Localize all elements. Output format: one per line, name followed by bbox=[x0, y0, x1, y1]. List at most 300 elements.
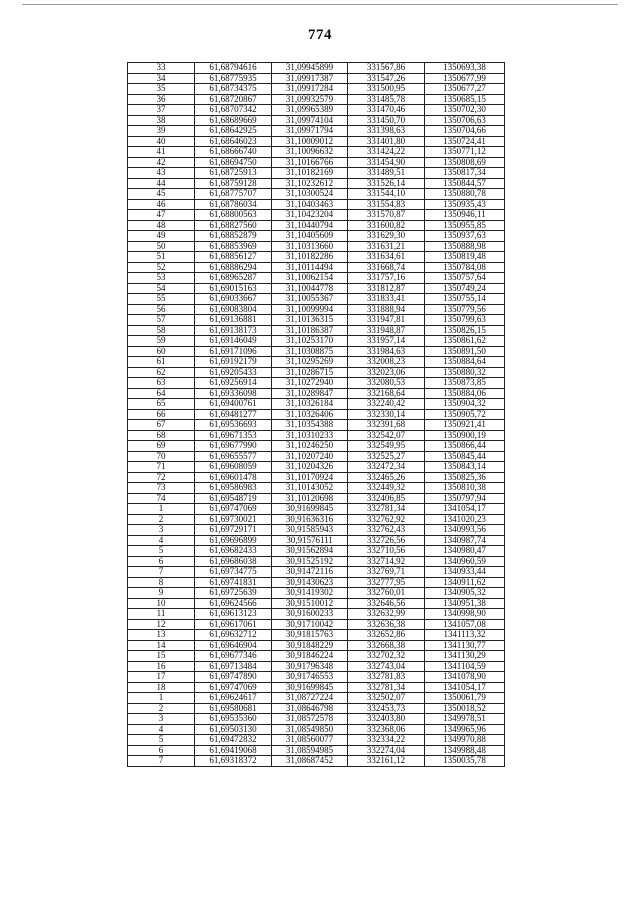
table-row bbox=[128, 714, 505, 725]
point-number-cell: 4 bbox=[128, 535, 195, 546]
longitude-cell: 31,08727224 bbox=[272, 693, 348, 704]
latitude-cell: 61,69535360 bbox=[195, 714, 272, 725]
x-coordinate-cell: 331757,16 bbox=[348, 273, 425, 284]
longitude-cell: 31,10166766 bbox=[272, 157, 348, 168]
table-row bbox=[128, 724, 505, 735]
y-coordinate-cell: 1350685,15 bbox=[425, 94, 505, 105]
point-number-cell: 44 bbox=[128, 178, 195, 189]
longitude-cell: 30,91600233 bbox=[272, 609, 348, 620]
longitude-cell: 30,91430623 bbox=[272, 577, 348, 588]
latitude-cell: 61,69033667 bbox=[195, 294, 272, 305]
y-coordinate-cell: 1350755,14 bbox=[425, 294, 505, 305]
y-coordinate-cell: 1349978,51 bbox=[425, 714, 505, 725]
point-number-cell: 67 bbox=[128, 420, 195, 431]
x-coordinate-cell: 331470,46 bbox=[348, 105, 425, 116]
latitude-cell: 61,68642925 bbox=[195, 126, 272, 137]
y-coordinate-cell: 1350946,11 bbox=[425, 210, 505, 221]
y-coordinate-cell: 1349965,96 bbox=[425, 724, 505, 735]
latitude-cell: 61,69613123 bbox=[195, 609, 272, 620]
y-coordinate-cell: 1341113,32 bbox=[425, 630, 505, 641]
y-coordinate-cell: 1341078,90 bbox=[425, 672, 505, 683]
latitude-cell: 61,68794616 bbox=[195, 63, 272, 74]
latitude-cell: 61,69015163 bbox=[195, 283, 272, 294]
longitude-cell: 31,10246250 bbox=[272, 441, 348, 452]
point-number-cell: 54 bbox=[128, 283, 195, 294]
table-row bbox=[128, 640, 505, 651]
table-row bbox=[128, 325, 505, 336]
point-number-cell: 50 bbox=[128, 241, 195, 252]
longitude-cell: 31,10326406 bbox=[272, 409, 348, 420]
y-coordinate-cell: 1350018,52 bbox=[425, 703, 505, 714]
y-coordinate-cell: 1350826,15 bbox=[425, 325, 505, 336]
point-number-cell: 61 bbox=[128, 357, 195, 368]
x-coordinate-cell: 332781,34 bbox=[348, 504, 425, 515]
latitude-cell: 61,69205433 bbox=[195, 367, 272, 378]
latitude-cell: 61,69632712 bbox=[195, 630, 272, 641]
point-number-cell: 4 bbox=[128, 724, 195, 735]
table-row bbox=[128, 693, 505, 704]
point-number-cell: 35 bbox=[128, 84, 195, 95]
latitude-cell: 61,69256914 bbox=[195, 378, 272, 389]
point-number-cell: 55 bbox=[128, 294, 195, 305]
longitude-cell: 31,10313660 bbox=[272, 241, 348, 252]
latitude-cell: 61,69580681 bbox=[195, 703, 272, 714]
y-coordinate-cell: 1350779,56 bbox=[425, 304, 505, 315]
latitude-cell: 61,69655577 bbox=[195, 451, 272, 462]
longitude-cell: 31,10062154 bbox=[272, 273, 348, 284]
page-number: 774 bbox=[308, 27, 332, 43]
point-number-cell: 1 bbox=[128, 693, 195, 704]
point-number-cell: 2 bbox=[128, 703, 195, 714]
longitude-cell: 31,10009012 bbox=[272, 136, 348, 147]
longitude-cell: 31,10253170 bbox=[272, 336, 348, 347]
x-coordinate-cell: 331500,95 bbox=[348, 84, 425, 95]
table-row bbox=[128, 231, 505, 242]
x-coordinate-cell: 331957,14 bbox=[348, 336, 425, 347]
y-coordinate-cell: 1350704,66 bbox=[425, 126, 505, 137]
table-row bbox=[128, 535, 505, 546]
top-rule bbox=[22, 4, 618, 5]
x-coordinate-cell: 331570,87 bbox=[348, 210, 425, 221]
table-row bbox=[128, 546, 505, 557]
x-coordinate-cell: 331526,14 bbox=[348, 178, 425, 189]
x-coordinate-cell: 332743,04 bbox=[348, 661, 425, 672]
latitude-cell: 61,68759128 bbox=[195, 178, 272, 189]
latitude-cell: 61,69608059 bbox=[195, 462, 272, 473]
table-row bbox=[128, 483, 505, 494]
x-coordinate-cell: 332632,99 bbox=[348, 609, 425, 620]
x-coordinate-cell: 331947,81 bbox=[348, 315, 425, 326]
longitude-cell: 31,10308875 bbox=[272, 346, 348, 357]
y-coordinate-cell: 1350888,98 bbox=[425, 241, 505, 252]
point-number-cell: 7 bbox=[128, 756, 195, 767]
point-number-cell: 62 bbox=[128, 367, 195, 378]
point-number-cell: 12 bbox=[128, 619, 195, 630]
longitude-cell: 31,10326184 bbox=[272, 399, 348, 410]
longitude-cell: 31,10300524 bbox=[272, 189, 348, 200]
longitude-cell: 31,10286715 bbox=[272, 367, 348, 378]
y-coordinate-cell: 1341054,17 bbox=[425, 504, 505, 515]
point-number-cell: 10 bbox=[128, 598, 195, 609]
y-coordinate-cell: 1350724,41 bbox=[425, 136, 505, 147]
coordinates-table-body bbox=[128, 63, 505, 767]
point-number-cell: 36 bbox=[128, 94, 195, 105]
latitude-cell: 61,68720867 bbox=[195, 94, 272, 105]
y-coordinate-cell: 1350844,57 bbox=[425, 178, 505, 189]
y-coordinate-cell: 1350808,69 bbox=[425, 157, 505, 168]
latitude-cell: 61,69730021 bbox=[195, 514, 272, 525]
x-coordinate-cell: 331668,74 bbox=[348, 262, 425, 273]
table-row bbox=[128, 189, 505, 200]
point-number-cell: 47 bbox=[128, 210, 195, 221]
point-number-cell: 6 bbox=[128, 745, 195, 756]
y-coordinate-cell: 1350061,79 bbox=[425, 693, 505, 704]
point-number-cell: 15 bbox=[128, 651, 195, 662]
table-row bbox=[128, 661, 505, 672]
longitude-cell: 31,10295269 bbox=[272, 357, 348, 368]
x-coordinate-cell: 332403,80 bbox=[348, 714, 425, 725]
point-number-cell: 42 bbox=[128, 157, 195, 168]
longitude-cell: 31,10099994 bbox=[272, 304, 348, 315]
point-number-cell: 5 bbox=[128, 735, 195, 746]
x-coordinate-cell: 331401,80 bbox=[348, 136, 425, 147]
point-number-cell: 63 bbox=[128, 378, 195, 389]
y-coordinate-cell: 1340980,47 bbox=[425, 546, 505, 557]
longitude-cell: 30,91710042 bbox=[272, 619, 348, 630]
x-coordinate-cell: 331600,82 bbox=[348, 220, 425, 231]
y-coordinate-cell: 1341054,17 bbox=[425, 682, 505, 693]
x-coordinate-cell: 331634,61 bbox=[348, 252, 425, 263]
table-row bbox=[128, 105, 505, 116]
latitude-cell: 61,69083804 bbox=[195, 304, 272, 315]
longitude-cell: 31,10272940 bbox=[272, 378, 348, 389]
table-row bbox=[128, 273, 505, 284]
longitude-cell: 30,91419302 bbox=[272, 588, 348, 599]
table-row bbox=[128, 241, 505, 252]
table-row bbox=[128, 147, 505, 158]
y-coordinate-cell: 1350884,06 bbox=[425, 388, 505, 399]
table-row bbox=[128, 126, 505, 137]
x-coordinate-cell: 332652,86 bbox=[348, 630, 425, 641]
x-coordinate-cell: 332080,53 bbox=[348, 378, 425, 389]
table-row bbox=[128, 735, 505, 746]
x-coordinate-cell: 332368,06 bbox=[348, 724, 425, 735]
longitude-cell: 30,91525192 bbox=[272, 556, 348, 567]
x-coordinate-cell: 332702,32 bbox=[348, 651, 425, 662]
table-row bbox=[128, 630, 505, 641]
latitude-cell: 61,69686038 bbox=[195, 556, 272, 567]
x-coordinate-cell: 332760,01 bbox=[348, 588, 425, 599]
latitude-cell: 61,69671353 bbox=[195, 430, 272, 441]
x-coordinate-cell: 332781,34 bbox=[348, 682, 425, 693]
point-number-cell: 13 bbox=[128, 630, 195, 641]
y-coordinate-cell: 1350677,27 bbox=[425, 84, 505, 95]
latitude-cell: 61,68800563 bbox=[195, 210, 272, 221]
point-number-cell: 71 bbox=[128, 462, 195, 473]
latitude-cell: 61,69696899 bbox=[195, 535, 272, 546]
y-coordinate-cell: 1350937,63 bbox=[425, 231, 505, 242]
point-number-cell: 40 bbox=[128, 136, 195, 147]
table-row bbox=[128, 168, 505, 179]
y-coordinate-cell: 1350935,43 bbox=[425, 199, 505, 210]
latitude-cell: 61,69136881 bbox=[195, 315, 272, 326]
y-coordinate-cell: 1340951,38 bbox=[425, 598, 505, 609]
point-number-cell: 6 bbox=[128, 556, 195, 567]
x-coordinate-cell: 332549,95 bbox=[348, 441, 425, 452]
x-coordinate-cell: 331489,51 bbox=[348, 168, 425, 179]
point-number-cell: 56 bbox=[128, 304, 195, 315]
point-number-cell: 8 bbox=[128, 577, 195, 588]
point-number-cell: 60 bbox=[128, 346, 195, 357]
x-coordinate-cell: 331544,10 bbox=[348, 189, 425, 200]
x-coordinate-cell: 331398,63 bbox=[348, 126, 425, 137]
x-coordinate-cell: 332274,04 bbox=[348, 745, 425, 756]
y-coordinate-cell: 1350797,94 bbox=[425, 493, 505, 504]
longitude-cell: 31,09917284 bbox=[272, 84, 348, 95]
x-coordinate-cell: 332406,85 bbox=[348, 493, 425, 504]
point-number-cell: 14 bbox=[128, 640, 195, 651]
y-coordinate-cell: 1350904,32 bbox=[425, 399, 505, 410]
longitude-cell: 31,10310233 bbox=[272, 430, 348, 441]
latitude-cell: 61,69138173 bbox=[195, 325, 272, 336]
x-coordinate-cell: 331631,21 bbox=[348, 241, 425, 252]
x-coordinate-cell: 332502,07 bbox=[348, 693, 425, 704]
point-number-cell: 5 bbox=[128, 546, 195, 557]
y-coordinate-cell: 1350873,85 bbox=[425, 378, 505, 389]
point-number-cell: 66 bbox=[128, 409, 195, 420]
latitude-cell: 61,69624566 bbox=[195, 598, 272, 609]
y-coordinate-cell: 1340993,56 bbox=[425, 525, 505, 536]
table-row bbox=[128, 336, 505, 347]
longitude-cell: 31,10440794 bbox=[272, 220, 348, 231]
latitude-cell: 61,68694750 bbox=[195, 157, 272, 168]
latitude-cell: 61,69400761 bbox=[195, 399, 272, 410]
table-row bbox=[128, 388, 505, 399]
longitude-cell: 31,08560077 bbox=[272, 735, 348, 746]
x-coordinate-cell: 332668,38 bbox=[348, 640, 425, 651]
table-row bbox=[128, 178, 505, 189]
table-row bbox=[128, 525, 505, 536]
y-coordinate-cell: 1349970,88 bbox=[425, 735, 505, 746]
table-row bbox=[128, 304, 505, 315]
y-coordinate-cell: 1350757,64 bbox=[425, 273, 505, 284]
latitude-cell: 61,69624617 bbox=[195, 693, 272, 704]
y-coordinate-cell: 1341130,77 bbox=[425, 640, 505, 651]
point-number-cell: 17 bbox=[128, 672, 195, 683]
longitude-cell: 30,91846224 bbox=[272, 651, 348, 662]
x-coordinate-cell: 332472,34 bbox=[348, 462, 425, 473]
x-coordinate-cell: 332453,73 bbox=[348, 703, 425, 714]
point-number-cell: 43 bbox=[128, 168, 195, 179]
x-coordinate-cell: 331554,83 bbox=[348, 199, 425, 210]
latitude-cell: 61,68666740 bbox=[195, 147, 272, 158]
longitude-cell: 31,10055367 bbox=[272, 294, 348, 305]
y-coordinate-cell: 1350955,85 bbox=[425, 220, 505, 231]
table-row bbox=[128, 441, 505, 452]
table-row bbox=[128, 220, 505, 231]
longitude-cell: 31,09971794 bbox=[272, 126, 348, 137]
x-coordinate-cell: 332161,12 bbox=[348, 756, 425, 767]
latitude-cell: 61,69677346 bbox=[195, 651, 272, 662]
x-coordinate-cell: 331567,86 bbox=[348, 63, 425, 74]
point-number-cell: 59 bbox=[128, 336, 195, 347]
table-row bbox=[128, 378, 505, 389]
y-coordinate-cell: 1340933,44 bbox=[425, 567, 505, 578]
table-row bbox=[128, 504, 505, 515]
longitude-cell: 30,91510012 bbox=[272, 598, 348, 609]
table-row bbox=[128, 556, 505, 567]
point-number-cell: 41 bbox=[128, 147, 195, 158]
y-coordinate-cell: 1350799,63 bbox=[425, 315, 505, 326]
latitude-cell: 61,68965287 bbox=[195, 273, 272, 284]
table-row bbox=[128, 430, 505, 441]
longitude-cell: 31,10044778 bbox=[272, 283, 348, 294]
table-row bbox=[128, 409, 505, 420]
y-coordinate-cell: 1341020,23 bbox=[425, 514, 505, 525]
coordinates-table bbox=[127, 62, 505, 767]
x-coordinate-cell: 331485,78 bbox=[348, 94, 425, 105]
table-row bbox=[128, 283, 505, 294]
x-coordinate-cell: 332008,23 bbox=[348, 357, 425, 368]
latitude-cell: 61,69146049 bbox=[195, 336, 272, 347]
y-coordinate-cell: 1340911,62 bbox=[425, 577, 505, 588]
table-row bbox=[128, 315, 505, 326]
y-coordinate-cell: 1350880,32 bbox=[425, 367, 505, 378]
y-coordinate-cell: 1350861,62 bbox=[425, 336, 505, 347]
latitude-cell: 61,69682433 bbox=[195, 546, 272, 557]
latitude-cell: 61,69472832 bbox=[195, 735, 272, 746]
table-row bbox=[128, 462, 505, 473]
y-coordinate-cell: 1350884,64 bbox=[425, 357, 505, 368]
x-coordinate-cell: 332334,22 bbox=[348, 735, 425, 746]
y-coordinate-cell: 1341057,08 bbox=[425, 619, 505, 630]
x-coordinate-cell: 332449,32 bbox=[348, 483, 425, 494]
table-row bbox=[128, 588, 505, 599]
x-coordinate-cell: 331424,22 bbox=[348, 147, 425, 158]
table-row bbox=[128, 609, 505, 620]
point-number-cell: 33 bbox=[128, 63, 195, 74]
table-row bbox=[128, 577, 505, 588]
point-number-cell: 9 bbox=[128, 588, 195, 599]
point-number-cell: 70 bbox=[128, 451, 195, 462]
table-row bbox=[128, 493, 505, 504]
x-coordinate-cell: 331547,26 bbox=[348, 73, 425, 84]
y-coordinate-cell: 1340987,74 bbox=[425, 535, 505, 546]
latitude-cell: 61,69725639 bbox=[195, 588, 272, 599]
longitude-cell: 31,10114494 bbox=[272, 262, 348, 273]
y-coordinate-cell: 1350693,38 bbox=[425, 63, 505, 74]
point-number-cell: 53 bbox=[128, 273, 195, 284]
table-row bbox=[128, 346, 505, 357]
longitude-cell: 31,08687452 bbox=[272, 756, 348, 767]
latitude-cell: 61,68707342 bbox=[195, 105, 272, 116]
point-number-cell: 37 bbox=[128, 105, 195, 116]
longitude-cell: 31,10405609 bbox=[272, 231, 348, 242]
longitude-cell: 31,10204326 bbox=[272, 462, 348, 473]
point-number-cell: 68 bbox=[128, 430, 195, 441]
table-row bbox=[128, 619, 505, 630]
point-number-cell: 49 bbox=[128, 231, 195, 242]
y-coordinate-cell: 1350843,14 bbox=[425, 462, 505, 473]
y-coordinate-cell: 1350866,44 bbox=[425, 441, 505, 452]
point-number-cell: 2 bbox=[128, 514, 195, 525]
table-row bbox=[128, 73, 505, 84]
longitude-cell: 31,10232612 bbox=[272, 178, 348, 189]
latitude-cell: 61,69713484 bbox=[195, 661, 272, 672]
table-row bbox=[128, 199, 505, 210]
x-coordinate-cell: 332726,56 bbox=[348, 535, 425, 546]
x-coordinate-cell: 332023,06 bbox=[348, 367, 425, 378]
latitude-cell: 61,69617061 bbox=[195, 619, 272, 630]
x-coordinate-cell: 331454,90 bbox=[348, 157, 425, 168]
longitude-cell: 31,10289847 bbox=[272, 388, 348, 399]
longitude-cell: 30,91562894 bbox=[272, 546, 348, 557]
y-coordinate-cell: 1340960,59 bbox=[425, 556, 505, 567]
longitude-cell: 31,10096632 bbox=[272, 147, 348, 158]
y-coordinate-cell: 1350819,48 bbox=[425, 252, 505, 263]
x-coordinate-cell: 331812,87 bbox=[348, 283, 425, 294]
latitude-cell: 61,69741831 bbox=[195, 577, 272, 588]
latitude-cell: 61,69729171 bbox=[195, 525, 272, 536]
table-row bbox=[128, 420, 505, 431]
x-coordinate-cell: 332240,42 bbox=[348, 399, 425, 410]
x-coordinate-cell: 332769,71 bbox=[348, 567, 425, 578]
longitude-cell: 31,08594985 bbox=[272, 745, 348, 756]
x-coordinate-cell: 332168,64 bbox=[348, 388, 425, 399]
x-coordinate-cell: 331629,30 bbox=[348, 231, 425, 242]
latitude-cell: 61,69481277 bbox=[195, 409, 272, 420]
table-row bbox=[128, 745, 505, 756]
x-coordinate-cell: 332710,56 bbox=[348, 546, 425, 557]
y-coordinate-cell: 1350749,24 bbox=[425, 283, 505, 294]
latitude-cell: 61,69171096 bbox=[195, 346, 272, 357]
latitude-cell: 61,69734775 bbox=[195, 567, 272, 578]
table-row bbox=[128, 115, 505, 126]
latitude-cell: 61,68646023 bbox=[195, 136, 272, 147]
table-row bbox=[128, 672, 505, 683]
x-coordinate-cell: 332330,14 bbox=[348, 409, 425, 420]
table-row bbox=[128, 567, 505, 578]
point-number-cell: 73 bbox=[128, 483, 195, 494]
point-number-cell: 51 bbox=[128, 252, 195, 263]
longitude-cell: 31,10354388 bbox=[272, 420, 348, 431]
longitude-cell: 31,10170924 bbox=[272, 472, 348, 483]
latitude-cell: 61,69192179 bbox=[195, 357, 272, 368]
point-number-cell: 3 bbox=[128, 525, 195, 536]
y-coordinate-cell: 1350845,44 bbox=[425, 451, 505, 462]
x-coordinate-cell: 332777,95 bbox=[348, 577, 425, 588]
longitude-cell: 31,09932579 bbox=[272, 94, 348, 105]
longitude-cell: 31,10182286 bbox=[272, 252, 348, 263]
latitude-cell: 61,68852879 bbox=[195, 231, 272, 242]
latitude-cell: 61,68775935 bbox=[195, 73, 272, 84]
table-row bbox=[128, 703, 505, 714]
latitude-cell: 61,69747069 bbox=[195, 682, 272, 693]
y-coordinate-cell: 1350706,63 bbox=[425, 115, 505, 126]
point-number-cell: 3 bbox=[128, 714, 195, 725]
latitude-cell: 61,68853969 bbox=[195, 241, 272, 252]
longitude-cell: 30,91585943 bbox=[272, 525, 348, 536]
longitude-cell: 31,10207240 bbox=[272, 451, 348, 462]
y-coordinate-cell: 1350921,41 bbox=[425, 420, 505, 431]
latitude-cell: 61,68786034 bbox=[195, 199, 272, 210]
longitude-cell: 31,10120698 bbox=[272, 493, 348, 504]
latitude-cell: 61,68827560 bbox=[195, 220, 272, 231]
point-number-cell: 45 bbox=[128, 189, 195, 200]
longitude-cell: 30,91576111 bbox=[272, 535, 348, 546]
y-coordinate-cell: 1350900,19 bbox=[425, 430, 505, 441]
y-coordinate-cell: 1350702,30 bbox=[425, 105, 505, 116]
